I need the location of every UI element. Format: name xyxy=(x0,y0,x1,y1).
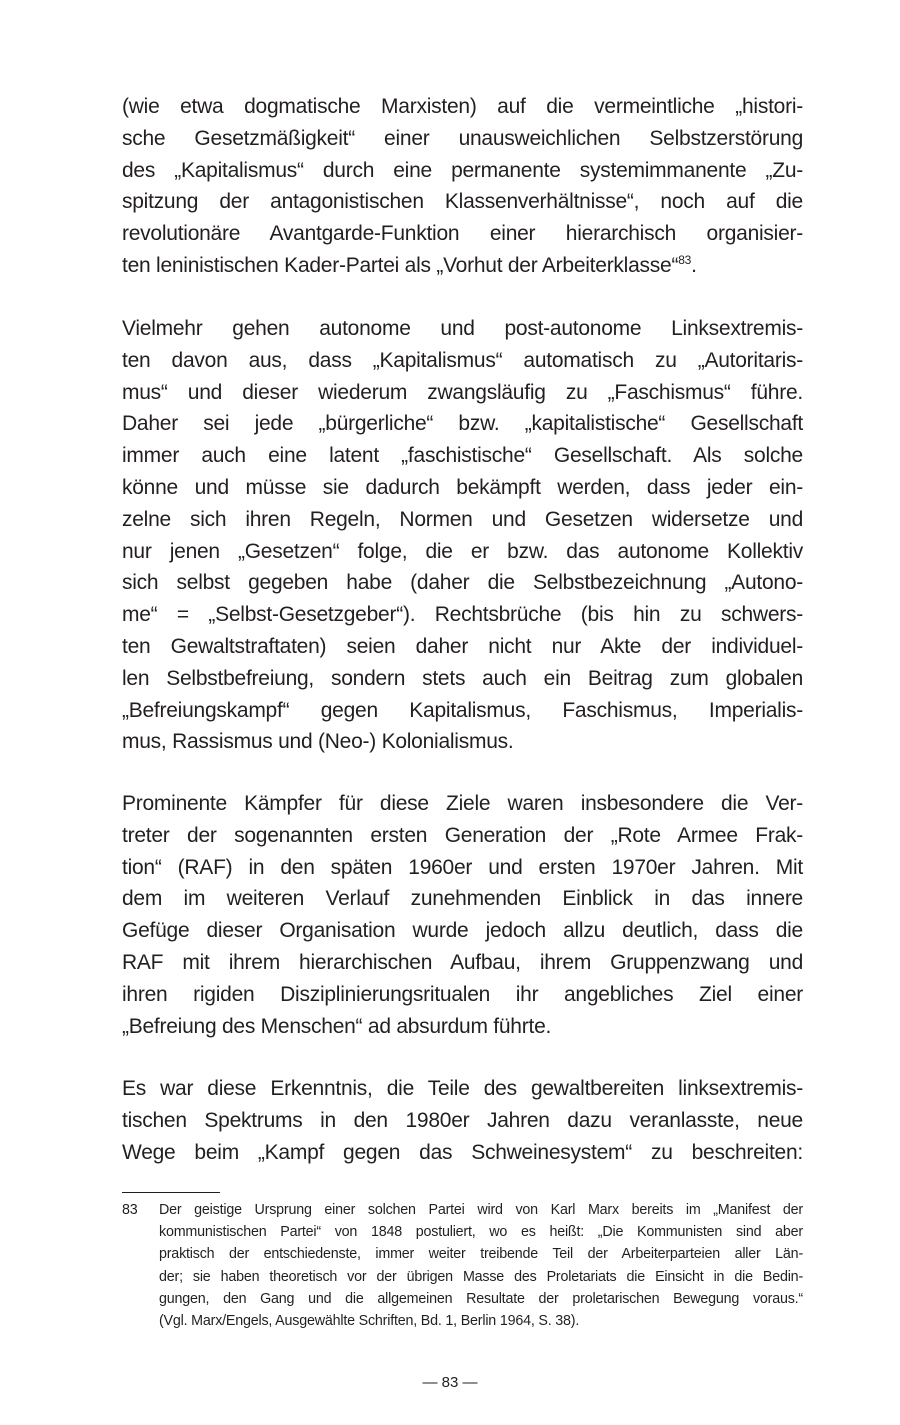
text-line: sich selbst gegeben habe (daher die Selbstbezeichnung „Autono- xyxy=(122,571,803,595)
text-line: zelne sich ihren Regeln, Normen und Gesetzen widersetze und xyxy=(122,507,803,531)
text-line: Daher sei jede „bürgerliche“ bzw. „kapitalistische“ Gesellschaft xyxy=(122,412,803,436)
text-segment: ten leninistischen Kader-Partei als „Vorhut der Arbeiterklasse“ xyxy=(122,253,679,277)
footnote xyxy=(122,1199,803,1332)
footnote-body xyxy=(159,1199,803,1332)
text-line: mus, Rassismus und (Neo-) Kolonialismus. xyxy=(122,730,514,754)
footnote-line: praktisch der entschiedenste, immer weiter treibende Teil der Arbeiterparteien aller Län- xyxy=(159,1246,803,1263)
text-line: revolutionäre Avantgarde-Funktion einer hierarchisch organisier- xyxy=(122,222,803,246)
text-line: treter der sogenannten ersten Generation der „Rote Armee Frak- xyxy=(122,823,803,847)
text-line: dem im weiteren Verlauf zunehmenden Einblick in das innere xyxy=(122,887,803,911)
text-line: tion“ (RAF) in den späten 1960er und ersten 1970er Jahren. Mit xyxy=(122,855,803,879)
footnote-divider xyxy=(122,1192,220,1193)
text-line: ihren rigiden Disziplinierungsritualen ihr angebliches Ziel einer xyxy=(122,982,803,1006)
text-line: Vielmehr gehen autonome und post-autonome Linksextremis- xyxy=(122,317,803,340)
paragraph-3 xyxy=(122,788,803,1042)
paragraph-1 xyxy=(122,91,803,282)
text-line: nur jenen „Gesetzen“ folge, die er bzw. das autonome Kollektiv xyxy=(122,539,803,563)
paragraph-4 xyxy=(122,1073,803,1168)
text-line: sche Gesetzmäßigkeit“ einer unausweichlichen Selbstzerstörung xyxy=(122,126,803,150)
text-line: Prominente Kämpfer für diese Ziele waren insbesondere die Ver- xyxy=(122,792,803,815)
text-segment: . xyxy=(691,253,697,277)
text-line xyxy=(122,250,803,282)
footnote-line: gungen, den Gang und die allgemeinen Resultate der proletarischen Bewegung voraus.“ xyxy=(159,1290,803,1307)
footnote-line: kommunistischen Partei“ von 1848 postuliert, wo es heißt: „Die Kommunisten sind aber xyxy=(159,1224,803,1241)
paragraph-2 xyxy=(122,313,803,758)
text-line: (wie etwa dogmatische Marxisten) auf die vermeintliche „histori- xyxy=(122,95,803,118)
text-line: spitzung der antagonistischen Klassenverhältnisse“, noch auf die xyxy=(122,190,803,214)
text-line: Gefüge dieser Organisation wurde jedoch allzu deutlich, dass die xyxy=(122,919,803,943)
text-line: RAF mit ihrem hierarchischen Aufbau, ihrem Gruppenzwang und xyxy=(122,950,803,974)
text-line: Wege beim „Kampf gegen das Schweinesystem“ zu beschreiten: xyxy=(122,1140,803,1164)
text-line: könne und müsse sie dadurch bekämpft werden, dass jeder ein- xyxy=(122,475,803,499)
text-line: des „Kapitalismus“ durch eine permanente systemimmanente „Zu- xyxy=(122,158,803,182)
text-line: immer auch eine latent „faschistische“ Gesellschaft. Als solche xyxy=(122,444,803,468)
text-line: ten Gewaltstraftaten) seien daher nicht nur Akte der individuel- xyxy=(122,634,803,658)
text-line: me“ = „Selbst-Gesetzgeber“). Rechtsbrüche (bis hin zu schwers- xyxy=(122,603,803,627)
text-line: „Befreiungskampf“ gegen Kapitalismus, Faschismus, Imperialis- xyxy=(122,698,803,722)
page-number: — 83 — xyxy=(422,1374,478,1391)
footnote-number: 83 xyxy=(122,1202,138,1218)
text-line: tischen Spektrums in den 1980er Jahren dazu veranlasste, neue xyxy=(122,1108,803,1132)
text-line: mus“ und dieser wiederum zwangsläufig zu „Faschismus“ führe. xyxy=(122,380,803,404)
footnote-line: der; sie haben theoretisch vor der übrigen Masse des Proletariats die Einsicht in die Bedin- xyxy=(159,1268,803,1285)
text-line: len Selbstbefreiung, sondern stets auch ein Beitrag zum globalen xyxy=(122,666,803,690)
footnote-line: Der geistige Ursprung einer solchen Partei wird von Karl Marx bereits im „Manifest der xyxy=(159,1202,803,1218)
text-line: ten davon aus, dass „Kapitalismus“ automatisch zu „Autoritaris- xyxy=(122,348,803,372)
footnote-ref[interactable]: 83 xyxy=(678,252,692,267)
text-line: „Befreiung des Menschen“ ad absurdum führte. xyxy=(122,1014,552,1038)
text-line: Es war diese Erkenntnis, die Teile des gewaltbereiten linksextremis- xyxy=(122,1077,803,1100)
footnote-line: (Vgl. Marx/Engels, Ausgewählte Schriften, Bd. 1, Berlin 1964, S. 38). xyxy=(159,1312,580,1329)
